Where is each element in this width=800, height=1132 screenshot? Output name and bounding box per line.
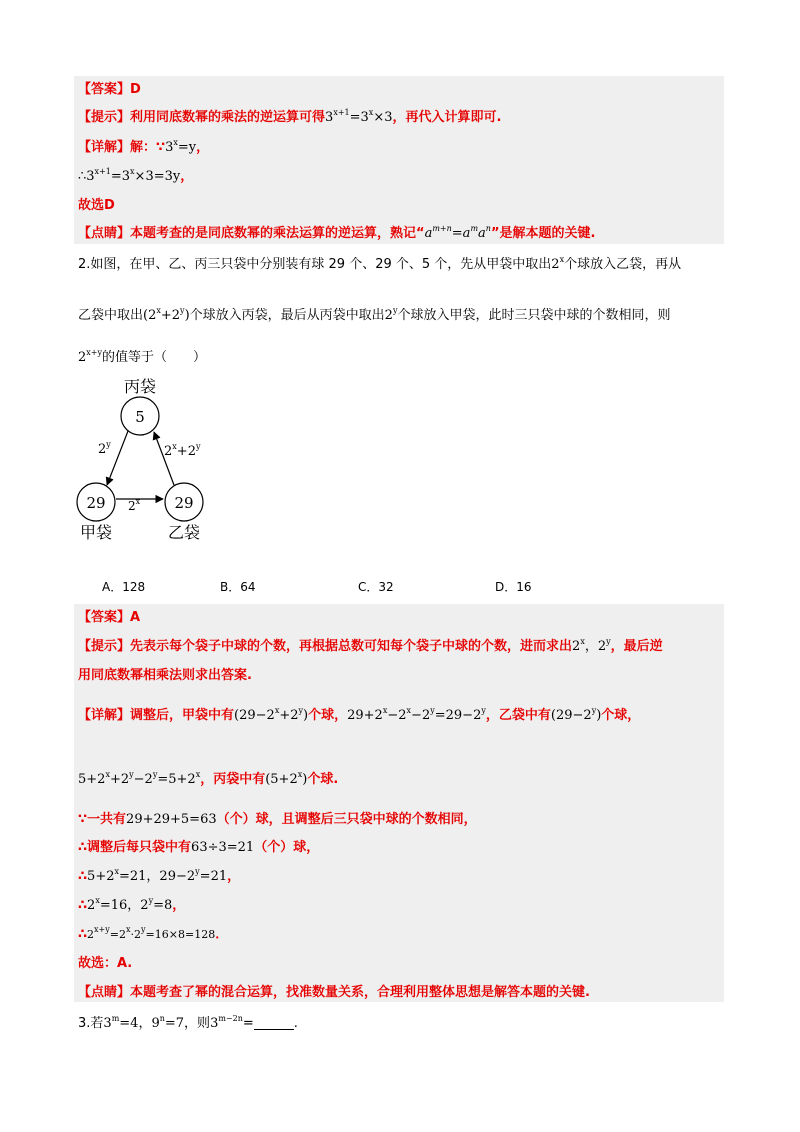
detail-line-2g [78, 925, 228, 945]
q3-math-1: $3^m=4$，$9^n=7$ [103, 1014, 185, 1031]
detail-math-1: $(29-2^x+2^y)$ [234, 706, 309, 723]
q2-text-1: 2.如图，在甲、乙、丙三只袋中分别装有球 29 个、29 个、5 个，先从甲袋中取出 [78, 257, 552, 272]
q2-math-2: $(2^x+2^y)$ [143, 306, 190, 323]
hint-tag: 【提示】 [78, 639, 131, 654]
detail-line-2d [78, 838, 319, 858]
detail-tag: 【详解】 [78, 708, 131, 723]
choose-text: 故选：A. [78, 956, 133, 971]
answer-tag: 【答案】 [78, 82, 131, 97]
q3-text-1: 3.若 [78, 1016, 104, 1031]
comment-math: $a^{m+n}=a^ma^n$ [424, 224, 491, 241]
edge-label-b-to-c: $2^x+2^y$ [164, 444, 201, 459]
hint-text-1: 先表示每个袋子中球的个数，再根据总数可知每个袋子中球的个数，进而求出 [130, 639, 573, 654]
hint-text: 利用同底数幂的乘法的逆运算可得 [130, 110, 326, 125]
edge-label-a-to-b: 2$^x$ [128, 499, 141, 513]
comment-text-2: ”是解本题的关键. [490, 226, 596, 241]
detail-line-2b [78, 770, 338, 790]
choose-text: 故选D [78, 198, 115, 213]
bag-c-value: 5 [135, 408, 145, 426]
detail-text-9: ∴调整后每只袋中有 [78, 840, 192, 855]
question2-line2 [78, 306, 671, 326]
hint-math: $3^{x+1}=3^x\times 3$ [325, 108, 393, 125]
detail-text-7: ∵一共有 [78, 812, 127, 827]
detail-math-9: $2^x=16$，$2^y=8$ [87, 896, 173, 913]
q2-math-1: 2$^x$ [551, 255, 565, 272]
detail-text-1: 调整后，甲袋中有 [130, 708, 235, 723]
answer-line-1 [78, 80, 141, 100]
detail-math-2: $29+2^x-2^x-2^y=29-2^y$ [347, 706, 486, 723]
detail-math-5: $(5+2^x)$ [265, 770, 308, 787]
question2-line3 [78, 348, 206, 368]
answer-value: A [130, 610, 141, 625]
answer-blank[interactable] [254, 1015, 294, 1030]
detail-text-4: 个球， [601, 708, 641, 723]
detail-math-7: 63÷3=21 [191, 840, 255, 855]
comment-line-2 [78, 983, 590, 1003]
therefore-tail: ， [180, 169, 194, 184]
q2-math-4: $2^{x+y}$ [78, 348, 103, 365]
q3-text-2: ，则 [184, 1016, 211, 1031]
detail-math: $3^x=y$ [165, 138, 197, 155]
detail-math-3: $(29-2^y)$ [550, 706, 602, 723]
detail-tail: ， [196, 140, 210, 155]
detail-line-1 [78, 138, 209, 158]
comment-text: 本题考查了幂的混合运算，找准数量关系，合理利用整体思想是解答本题的关键. [130, 985, 590, 1000]
detail-text-3: ，乙袋中有 [485, 708, 551, 723]
detail-text-16: ． [215, 927, 229, 942]
bag-a-label: 甲袋 [79, 523, 113, 542]
q2-text-6: 的值等于（ ） [102, 350, 207, 365]
q2-math-3: 2$^y$ [384, 306, 398, 323]
bag-b-value: 29 [174, 494, 194, 512]
detail-math-10: $2^{x+y}=2^x\cdot 2^y=16\times 8=128$ [87, 925, 216, 941]
q3-text-3: = [242, 1016, 254, 1031]
q2-text-2: 个球放入乙袋，再从 [564, 257, 682, 272]
hint-line-2 [78, 637, 663, 657]
detail-line-2 [78, 706, 640, 726]
detail-text-8: （个）球，且调整后三只袋中球的个数相同， [216, 812, 477, 827]
detail-text-10: （个）球， [254, 840, 320, 855]
therefore-math: $\therefore 3^{x+1}=3^x\times 3=3y$ [78, 167, 181, 184]
q2-text-4: 个球放入丙袋，最后从丙袋中取出 [189, 308, 385, 323]
answer-line-2 [78, 608, 140, 628]
detail-line-2f [78, 896, 185, 916]
bags-diagram [70, 372, 220, 542]
answer-value: D [130, 82, 141, 97]
choose-line-2 [78, 954, 132, 974]
bag-a-value: 29 [86, 494, 106, 512]
choice-a: A．128 [102, 580, 146, 594]
edge-label-c-to-a: 2$^y$ [98, 442, 111, 457]
detail-line-2c [78, 810, 477, 830]
bag-b-label: 乙袋 [167, 523, 201, 542]
detail-text-12: ， [227, 869, 241, 884]
detail-text-14: ， [172, 898, 186, 913]
detail-tag: 【详解】 [78, 140, 131, 155]
comment-text-1: 本题考查的是同底数幂的乘法运算的逆运算，熟记“ [130, 226, 425, 241]
detail-text-5: ，丙袋中有 [200, 772, 266, 787]
comment-tag: 【点睛】 [78, 226, 131, 241]
q2-text-5: 个球放入甲袋，此时三只袋中球的个数相同，则 [397, 308, 671, 323]
comment-tag: 【点睛】 [78, 985, 131, 1000]
hint-line-1 [78, 108, 501, 128]
detail-text-6: 个球. [307, 772, 339, 787]
choice-d: D．16 [495, 580, 532, 594]
detail-math-6: 29+29+5=63 [126, 812, 217, 827]
detail-math-8: $5+2^x=21$，$29-2^y=21$ [87, 867, 228, 884]
therefore-line-1 [78, 167, 193, 187]
hint-tag: 【提示】 [78, 110, 131, 125]
comment-line-1 [78, 224, 595, 244]
detail-text-2: 个球， [308, 708, 348, 723]
detail-text-15: ∴ [78, 927, 88, 942]
bag-c-label: 丙袋 [123, 377, 157, 396]
choice-b: B．64 [220, 580, 256, 594]
hint-text-3: 用同底数幂相乘法则求出答案. [78, 668, 252, 683]
q3-math-2: $3^{m-2n}$ [210, 1014, 243, 1031]
detail-text: 解：∵ [130, 140, 166, 155]
choose-line-1 [78, 196, 115, 216]
answer-tag: 【答案】 [78, 610, 131, 625]
question2-line1 [78, 255, 681, 275]
hint-math: 2$^x$，2$^y$ [572, 637, 611, 654]
question3-line [78, 1014, 298, 1034]
detail-line-2e [78, 867, 240, 887]
detail-text-11: ∴ [78, 869, 88, 884]
answer-panel-1 [74, 76, 724, 244]
detail-text-13: ∴ [78, 898, 88, 913]
q3-text-4: . [293, 1016, 298, 1031]
hint-line-2b [78, 666, 252, 686]
hint-tail: ，再代入计算即可. [392, 110, 502, 125]
hint-text-2: ，最后逆 [610, 639, 663, 654]
q2-text-3: 乙袋中取出 [78, 308, 144, 323]
detail-math-4: $5+2^x+2^y-2^y=5+2^x$ [78, 770, 201, 787]
choice-c: C．32 [358, 580, 394, 594]
